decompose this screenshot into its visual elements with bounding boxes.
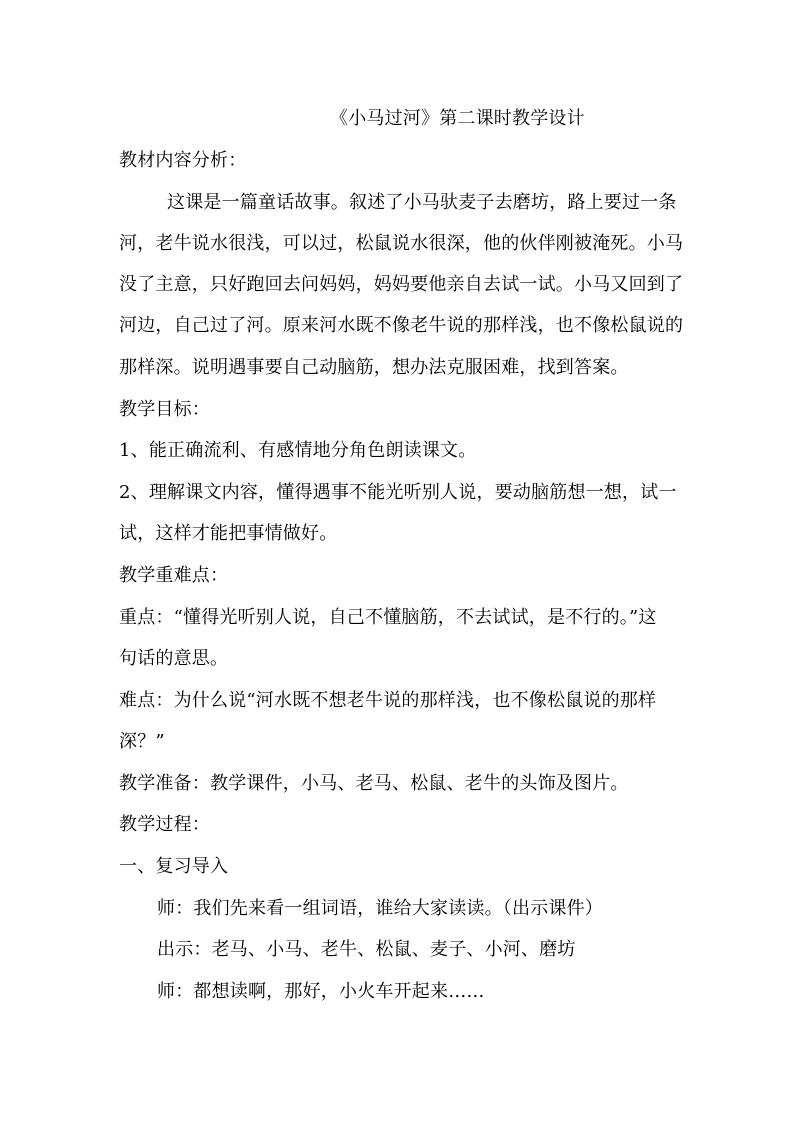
analysis-line-1: 这课是一篇童话故事。叙述了小马驮麦子去磨坊，路上要过一条 xyxy=(167,192,677,213)
teacher-line-1: 师：我们先来看一组词语，谁给大家读读。（出示课件） xyxy=(157,898,603,919)
analysis-line-3: 没了主意，只好跑回去问妈妈，妈妈要他亲自去试一试。小马又回到了 xyxy=(119,274,684,295)
difficulty-line-1: 难点：为什么说“河水既不想老牛说的那样浅，也不像松鼠说的那样 xyxy=(119,690,657,711)
goal-item-2-line-1: 2、理解课文内容，懂得遇事不能光听别人说，要动脑筋想一想，试一 xyxy=(119,482,677,503)
difficulty-line-2: 深？” xyxy=(119,731,165,752)
keypoint-line-2: 句话的意思。 xyxy=(119,648,229,669)
analysis-line-4: 河边，自己过了河。原来河水既不像老牛说的那样浅，也不像松鼠说的 xyxy=(119,315,684,336)
process-step-1: 一、复习导入 xyxy=(119,856,229,877)
preparation-line: 教学准备：教学课件，小马、老马、松鼠、老牛的头饰及图片。 xyxy=(119,773,629,794)
analysis-line-5: 那样深。说明遇事要自己动脑筋，想办法克服困难，找到答案。 xyxy=(119,357,629,378)
section-heading-goals: 教学目标： xyxy=(119,399,210,420)
document-title: 《小马过河》第二课时教学设计 xyxy=(330,108,585,129)
teacher-line-2: 师：都想读啊，那好，小火车开起来…… xyxy=(157,981,485,1002)
goal-item-2-line-2: 试，这样才能把事情做好。 xyxy=(119,523,338,544)
show-line: 出示：老马、小马、老牛、松鼠、麦子、小河、磨坊 xyxy=(157,939,576,960)
section-heading-analysis: 教材内容分析： xyxy=(119,150,247,171)
goal-item-1: 1、能正确流利、有感情地分角色朗读课文。 xyxy=(119,440,477,461)
keypoint-line-1: 重点：“懂得光听别人说，自己不懂脑筋，不去试试，是不行的。”这 xyxy=(119,607,657,628)
section-heading-keypoints: 教学重难点： xyxy=(119,565,229,586)
analysis-line-2: 河，老牛说水很浅，可以过，松鼠说水很深，他的伙伴刚被淹死。小马 xyxy=(119,233,684,254)
section-heading-process: 教学过程： xyxy=(119,814,210,835)
